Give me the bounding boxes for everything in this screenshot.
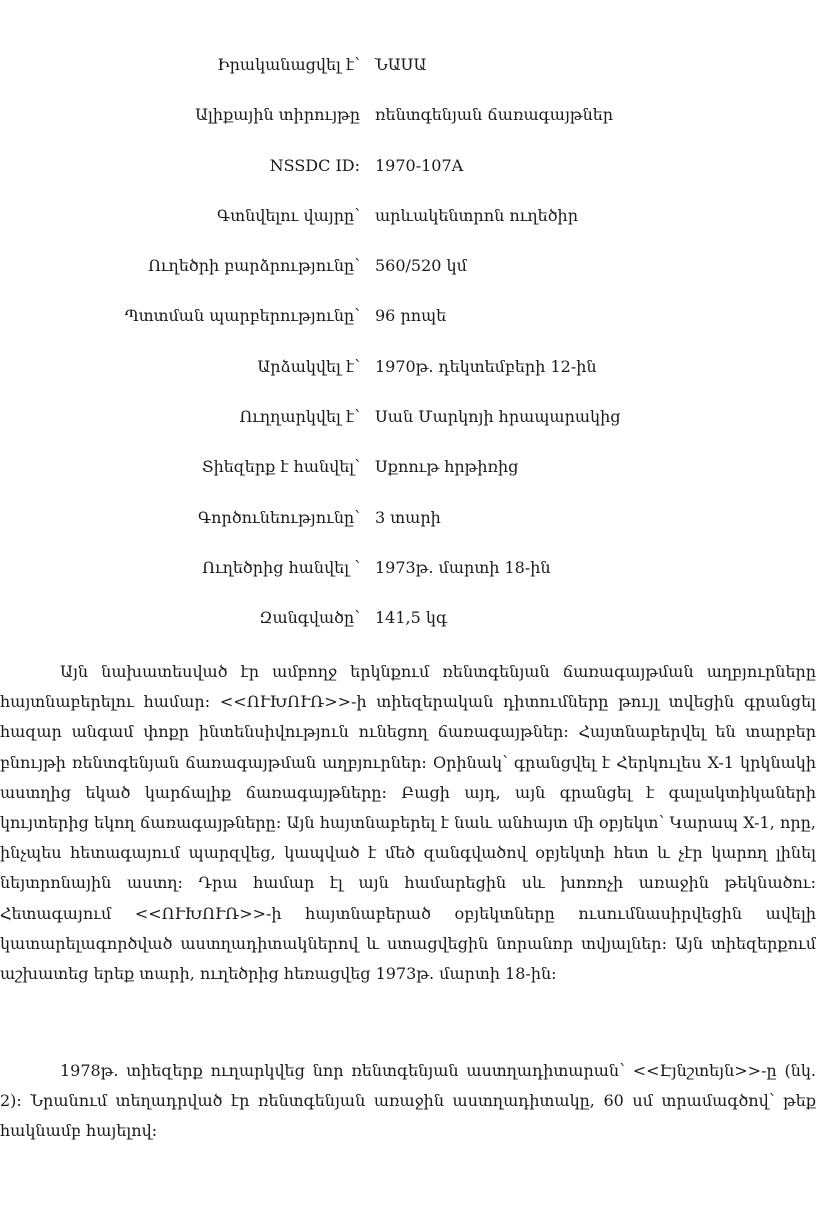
fact-label: Ուղեծրից հանվել ՝	[202, 557, 360, 577]
fact-value: 141,5 կգ	[375, 608, 448, 628]
fact-label: Ուղղարկվել է՝	[239, 407, 360, 427]
fact-row-mass	[0, 605, 816, 655]
fact-table	[0, 52, 816, 656]
fact-row-nssdc-id	[0, 153, 816, 203]
fact-row-deorbit-date	[0, 555, 816, 605]
fact-value: 96 րոպե	[375, 306, 447, 326]
fact-row-launch-vehicle	[0, 454, 816, 504]
fact-value: ռենտգենյան ճառագայթներ	[375, 105, 614, 125]
fact-row-location	[0, 203, 816, 253]
fact-row-rotation-period	[0, 303, 816, 353]
fact-value: արևակենտրոն ուղեծիր	[375, 205, 578, 225]
fact-row-operator	[0, 52, 816, 102]
fact-value: ՆԱՍԱ	[375, 55, 427, 74]
fact-row-orbit-height	[0, 253, 816, 303]
fact-value: Սան Մարկոյի հրապարակից	[375, 407, 621, 427]
fact-label: Զանգվածը՝	[259, 608, 360, 628]
fact-label: Իրականացվել է՝	[217, 55, 360, 74]
fact-row-mission-duration	[0, 505, 816, 555]
fact-row-launch-site	[0, 404, 816, 454]
fact-row-wavelength	[0, 102, 816, 152]
fact-label: Պտտման պարբերությունը՝	[124, 306, 360, 326]
fact-value: 560/520 կմ	[375, 256, 467, 276]
fact-label: NSSDC ID:	[269, 155, 360, 175]
fact-value: 3 տարի	[375, 507, 441, 527]
fact-row-launch-date	[0, 354, 816, 404]
fact-label: Արձակվել է՝	[257, 356, 360, 376]
fact-label: Գտնվելու վայրը՝	[217, 205, 360, 225]
fact-label: Ալիքային տիրույթը	[195, 105, 360, 125]
fact-value: 1970թ. դեկտեմբերի 12-ին	[375, 356, 597, 376]
body-paragraph: 1978թ. տիեզերք ուղարկվեց նոր ռենտգենյան աստղադիտարան՝ <<Էյնշտեյն>>-ը (նկ. 2): Նրանում տեղադրված էր ռենտգենյան առաջին աստղադիտակը, 60 սմ տրամագծով՝ թեք հակնամբ հայելով:	[0, 1061, 816, 1141]
fact-label: Գործունեությունը՝	[197, 507, 360, 527]
fact-label: Տիեզերք է հանվել՝	[201, 457, 360, 477]
fact-value: Սքոութ հրթիռից	[375, 457, 519, 477]
fact-value: 1973թ. մարտի 18-ին	[375, 557, 551, 577]
fact-value: 1970-107A	[375, 155, 464, 175]
fact-label: Ուղեծրի բարձրությունը՝	[148, 256, 360, 276]
body-paragraph: Այն նախատեսված էր ամբողջ երկնքում ռենտգենյան ճառագայթման աղբյուրները հայտնաբերելու համար: <<ՈՒԽՈՒՌ>>-ի տիեզերական դիտումները թույլ տվեցին գրանցել հազար անգամ փոքր ինտենսիվություն ունեցող ճառագայթներ: Հայտնաբերվել են տարբեր բնույթի ռենտգենյան ճառագայթման աղբյուրներ: Օրինակ՝ գրանցվել է Հերկուլես X-1 կրկնակի աստղից եկած կարճալիք ճառագայթները: Բացի այդ, այն գրանցել է գալակտիկաների կույտերից եկող ճառագայթները: Այն հայտնաբերել է նաև անհայտ մի օբյեկտ՝ Կարապ X-1, որը, ինչպես հետագայում պարզվեց, կապված է մեծ զանգվածով օբյեկտի հետ և չէր կարող լինել նեյտրոնային աստղ: Դրա համար էլ այն համարեցին սև խոռոչի առաջին թեկնածու: Հետագայում <<ՈՒԽՈՒՌ>>-ի հայտնաբերած օբյեկտները ուսումնասիրվեցին ավելի կատարելագործված աստղադիտակներով և ստացվեցին նորանոր տվյալներ: Այն տիեզերքում աշխատեց երեք տարի, ուղեծրից հեռացվեց 1973թ. մարտի 18-ին:	[0, 662, 816, 984]
